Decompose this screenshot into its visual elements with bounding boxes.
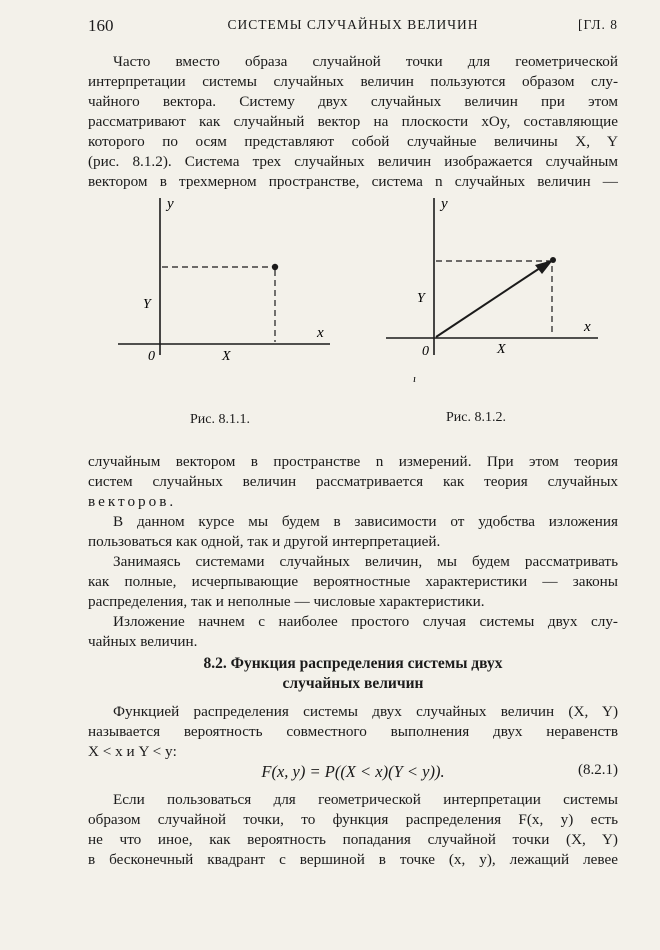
figure-8-1-1	[110, 190, 340, 375]
text-line: В данном курсе мы будем в зависимости от удобства изложения	[113, 513, 618, 530]
vector-arrowhead	[535, 260, 553, 274]
text-line: чайного вектора. Систему двух случайных величин при этом	[88, 93, 618, 110]
figure-caption: Рис. 8.1.1.	[190, 412, 250, 427]
x-axis-label: x	[584, 319, 591, 335]
y-value-label: Y	[143, 297, 151, 312]
stray-mark: ı	[413, 373, 417, 385]
origin-label: 0	[422, 344, 429, 359]
section-title: случайных величин	[282, 675, 424, 692]
figure-caption: Рис. 8.1.2.	[446, 410, 506, 425]
text-line: X < x и Y < y:	[88, 743, 177, 760]
running-title: СИСТЕМЫ СЛУЧАЙНЫХ ВЕЛИЧИН	[227, 17, 479, 32]
text-line: образом случайной точки, то функция распределения F(x, y) есть	[88, 811, 618, 828]
text-line: (рис. 8.1.2). Система трех случайных величин изображается случайным	[88, 153, 618, 170]
text-line: Часто вместо образа случайной точки для геометрической	[113, 53, 618, 70]
x-value-label: X	[222, 349, 231, 364]
text-line: рассматривают как случайный вектор на плоскости xOy, составляющие	[88, 113, 618, 130]
text-line: интерпретации системы случайных величин пользуются образом слу-	[88, 73, 618, 90]
text-line: вектором в трехмерном пространстве, система n случайных величин —	[88, 173, 618, 190]
text-line: Занимаясь системами случайных величин, мы будем рассматривать	[113, 553, 618, 570]
x-value-label: X	[497, 342, 506, 357]
text-line: в бесконечный квадрант с вершиной в точке (x, y), лежащий левее	[88, 851, 618, 868]
section-title: 8.2. Функция распределения системы двух	[203, 655, 503, 672]
formula-8-2-1	[88, 762, 618, 786]
text-line: случайным вектором в пространстве n измерений. При этом теория	[88, 453, 618, 470]
page-header	[88, 16, 618, 40]
x-axis-label: x	[317, 325, 324, 341]
text-line: Если пользоваться для геометрической интерпретации системы	[113, 791, 618, 808]
origin-label: 0	[148, 349, 155, 364]
chapter-marker: [ГЛ. 8	[578, 17, 618, 32]
text-line: не что иное, как вероятность попадания случайной точки (X, Y)	[88, 831, 618, 848]
text-line: чайных величин.	[88, 633, 198, 650]
text-line: называется вероятность совместного выполнения двух неравенств	[88, 723, 618, 740]
random-vector	[436, 268, 540, 337]
text-line: которого по осям представляют собой случайные величины X, Y	[88, 133, 618, 150]
formula-number: (8.2.1)	[578, 762, 618, 778]
y-axis-label: y	[167, 196, 174, 212]
text-line: как полные, исчерпывающие вероятностные характеристики — законы	[88, 573, 618, 590]
formula-expression: F(x, y) = P((X < x)(Y < y)).	[261, 762, 445, 781]
random-point	[550, 257, 556, 263]
page-number: 160	[88, 16, 114, 35]
text-line: Изложение начнем с наиболее простого случая системы двух слу-	[113, 613, 618, 630]
text-line: Функцией распределения системы двух случайных величин (X, Y)	[113, 703, 618, 720]
random-point	[272, 264, 278, 270]
text-line: пользоваться как одной, так и другой интерпретацией.	[88, 533, 441, 550]
y-value-label: Y	[417, 291, 425, 306]
figure-8-1-2	[380, 190, 610, 390]
text-line: распределения, так и неполные — числовые характеристики.	[88, 593, 485, 610]
text-line: векторов.	[88, 493, 177, 510]
text-line: систем случайных величин рассматривается как теория случайных	[88, 473, 618, 490]
y-axis-label: y	[441, 196, 448, 212]
